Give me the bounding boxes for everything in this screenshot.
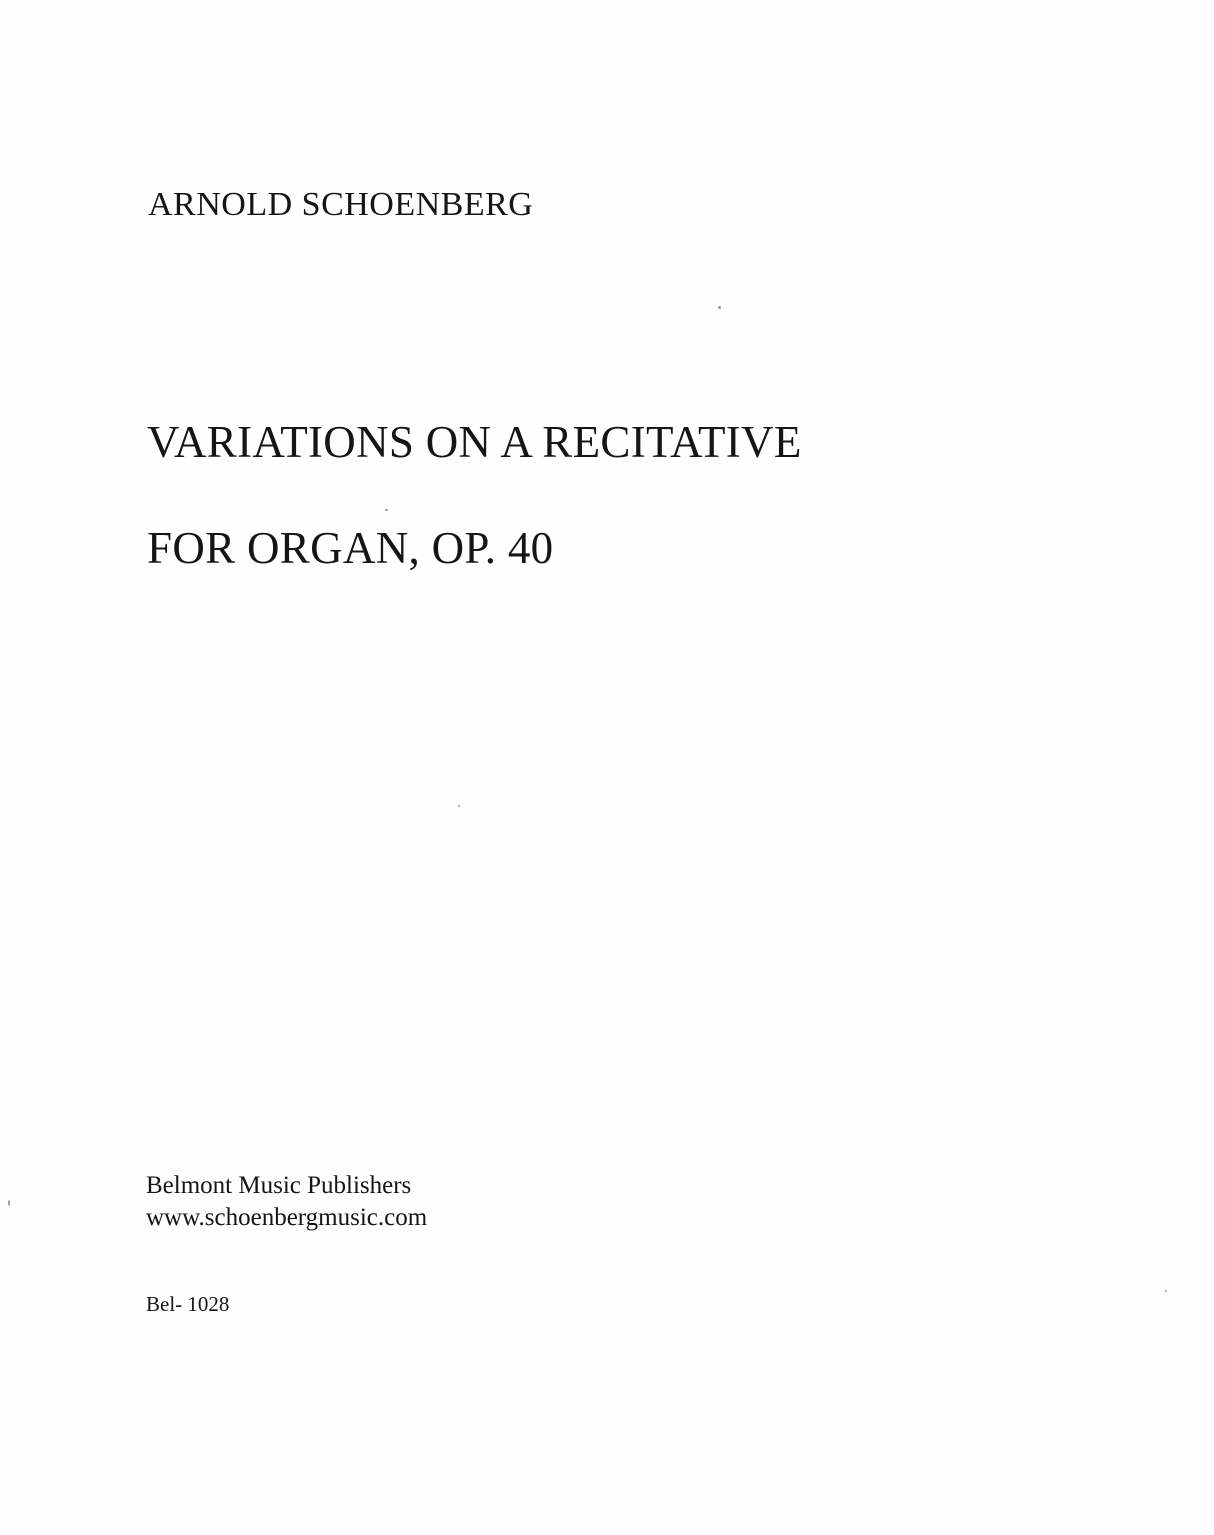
scan-speck <box>458 805 460 807</box>
catalog-number: Bel- 1028 <box>146 1292 230 1316</box>
scan-speck <box>385 509 388 511</box>
scan-speck <box>8 1200 10 1206</box>
publisher-website: www.schoenbergmusic.com <box>146 1204 428 1231</box>
scan-speck <box>718 306 721 309</box>
scan-speck <box>1165 1290 1167 1292</box>
work-title-line-2: FOR ORGAN, OP. 40 <box>147 523 554 573</box>
publisher-name: Belmont Music Publishers <box>146 1172 412 1199</box>
work-title-line-1: VARIATIONS ON A RECITATIVE <box>147 417 802 467</box>
composer-name: ARNOLD SCHOENBERG <box>148 186 534 223</box>
